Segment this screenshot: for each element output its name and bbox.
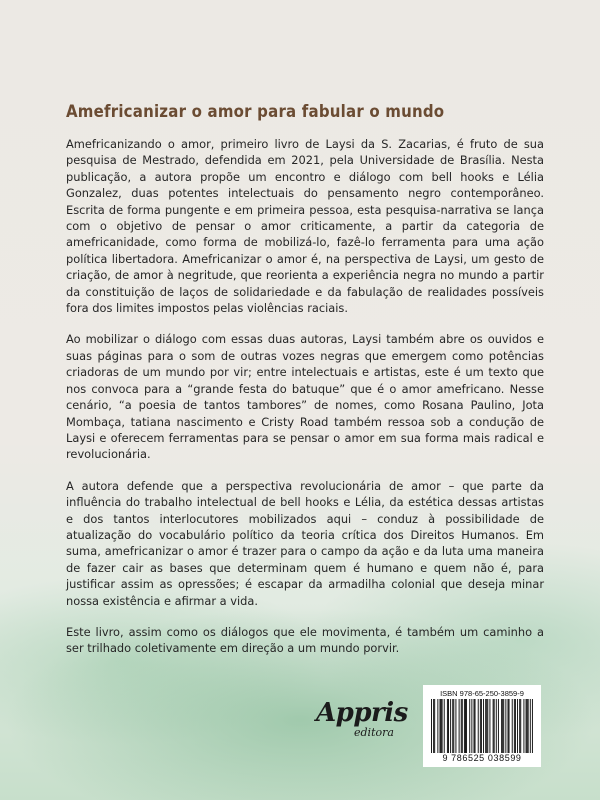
synopsis-paragraph-2: Ao mobilizar o diálogo com essas duas autoras, Laysi também abre os ouvidos e suas páginas para o som de outras vozes negras que emergem como potências criadoras de um mundo por vir; entre intelectuais e artistas, este é um texto que nos convoca para a “grande festa do batuque” que é o amor amefricano. Nesse cenário, “a poesia de tantos tambores” de nomes, como Rosana Paulino, Jota Mombaça, tatiana nascimento e Cristy Road também ressoa sob a condução de Laysi e oferecem ferramentas para se pensar o amor em sua forma mais radical e revolucionária.	[66, 332, 544, 462]
barcode-box	[423, 685, 541, 767]
barcode-digits: 9 786525 038599	[442, 753, 522, 763]
synopsis-paragraph-3: A autora defende que a perspectiva revolucionária de amor – que parte da influência do trabalho intelectual de bell hooks e Lélia, da estética dessas artistas e dos tantos interlocutores mobilizados aqui – conduz à possibilidade de atualização do vocabulário político da teoria crítica dos Direitos Humanos. Em suma, amefricanizar o amor é trazer para o campo da ação e da luta uma maneira de fazer cair as bases que determinam quem é humano e quem não é, para justificar assim as opressões; é escapar da armadilha colonial que deseja minar nossa existência e afirmar a vida.	[66, 478, 544, 608]
publisher-subtitle: editora	[354, 726, 394, 739]
cover-heading: Amefricanizar o amor para fabular o mundo	[66, 101, 445, 122]
publisher-name: Appris	[316, 698, 408, 728]
isbn-label: ISBN 978-65-250-3859-9	[440, 689, 524, 698]
synopsis-paragraph-4: Este livro, assim como os diálogos que ele movimenta, é também um caminho a ser trilhado coletivamente em direção a um mundo porvir.	[66, 624, 544, 656]
publisher-logo	[314, 698, 414, 744]
synopsis	[66, 136, 544, 672]
barcode-icon	[431, 699, 533, 753]
synopsis-paragraph-1: Amefricanizando o amor, primeiro livro de Laysi da S. Zacarias, é fruto de sua pesquisa de Mestrado, defendida em 2021, pela Universidade de Brasília. Nesta publicação, a autora propõe um encontro e diálogo com bell hooks e Lélia Gonzalez, duas potentes intelectuais do pensamento negro contemporâneo. Escrita de forma pungente e em primeira pessoa, esta pesquisa-narrativa se lança com o objetivo de pensar o amor criticamente, a partir da categoria de amefricanidade, como forma de mobilizá-lo, fazê-lo ferramenta para uma ação política libertadora. Amefricanizar o amor é, na perspectiva de Laysi, um gesto de criação, de amor à negritude, que reorienta a experiência negra no mundo a partir da constituição de laços de solidariedade e da fabulação de realidades possíveis fora dos limites impostos pelas violências raciais.	[66, 137, 544, 316]
